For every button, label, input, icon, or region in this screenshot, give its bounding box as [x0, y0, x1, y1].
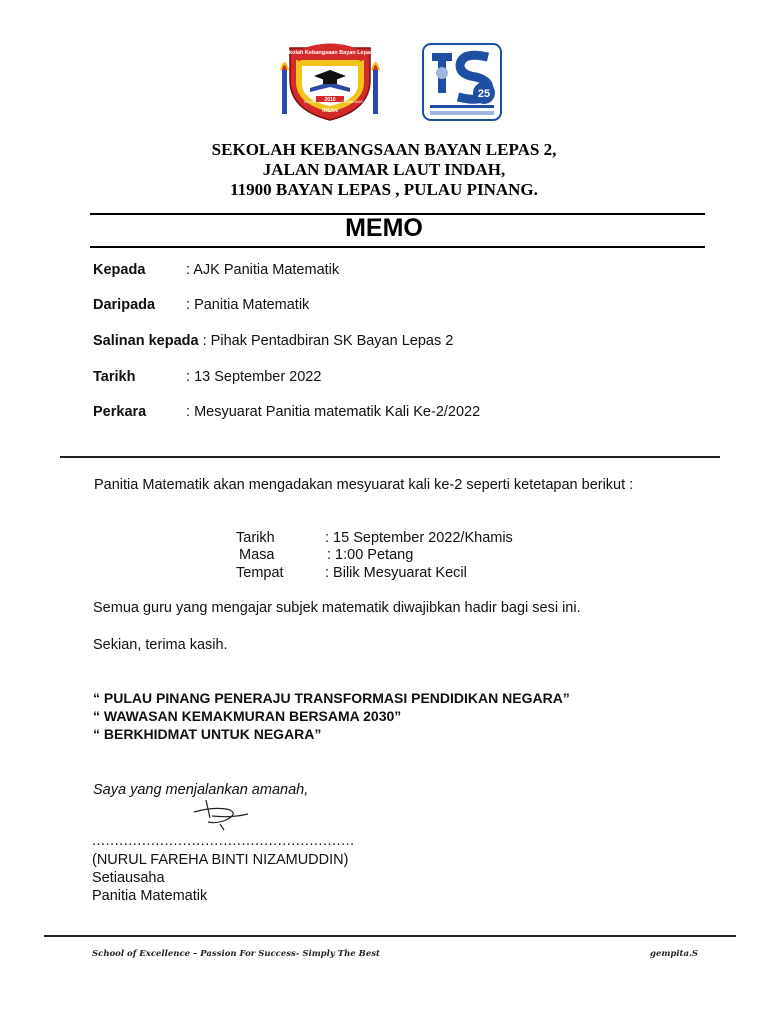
field-value: AJK Panitia Matematik	[193, 262, 340, 278]
field-label: Kepada	[93, 262, 146, 278]
field-label: Salinan kepada	[93, 333, 199, 349]
slogan-line: “ PULAU PINANG PENERAJU TRANSFORMASI PENDIDIKAN NEGARA”	[93, 690, 570, 706]
field-value: Pihak Pentadbiran SK Bayan Lepas 2	[210, 333, 454, 349]
attendance-note: Semua guru yang mengajar subjek matematik diwajibkan hadir bagi sesi ini.	[93, 600, 581, 616]
field-value: Panitia Matematik	[194, 297, 310, 313]
closing-line: Saya yang menjalankan amanah,	[93, 782, 309, 798]
school-street: JALAN DAMAR LAUT INDAH,	[262, 160, 506, 179]
signature-dots: ..........................................................	[92, 833, 355, 849]
detail-tempat-value: : Bilik Mesyuarat Kecil	[325, 565, 467, 581]
svg-text:INSAN: INSAN	[322, 108, 338, 114]
signature-image	[186, 796, 256, 832]
detail-masa-value: : 1:00 Petang	[327, 547, 414, 563]
ts-logo-number: 25	[477, 88, 491, 100]
field-kepada	[93, 261, 145, 279]
svg-text:GEMILANG: GEMILANG	[342, 99, 364, 104]
signatory-unit: Panitia Matematik	[92, 888, 208, 904]
footer-tagline: School of Excellence – Passion For Success- Simply The Best	[92, 949, 380, 959]
field-label: Tarikh	[93, 369, 136, 385]
memo-title: MEMO	[345, 214, 423, 242]
signatory-role: Setiausaha	[92, 870, 165, 886]
field-perkara	[93, 403, 146, 421]
signatory-name: (NURUL FAREHA BINTI NIZAMUDDIN)	[92, 852, 349, 868]
detail-tempat-label: Tempat	[236, 565, 284, 581]
svg-text:INSAN: INSAN	[304, 99, 317, 104]
field-salinan: Salinan kepada : Pihak Pentadbiran SK Bayan Lepas 2	[93, 333, 454, 349]
slogan-line: “ WAWASAN KEMAKMURAN BERSAMA 2030”	[93, 708, 402, 724]
svg-text:2010: 2010	[324, 97, 336, 103]
field-value: 13 September 2022	[194, 369, 322, 385]
detail-tarikh-label: Tarikh	[236, 530, 275, 546]
field-label: Perkara	[93, 404, 147, 420]
detail-tarikh-value: : 15 September 2022/Khamis	[325, 530, 513, 546]
thanks-line: Sekian, terima kasih.	[93, 637, 228, 653]
footer-divider	[44, 935, 736, 937]
fields-divider	[60, 456, 720, 458]
school-name: SEKOLAH KEBANGSAAN BAYAN LEPAS 2,	[211, 140, 557, 159]
field-label: Daripada	[93, 297, 156, 313]
logo-arc-text: Sekolah Kebangsaan Bayan Lepas 2	[282, 50, 378, 56]
memo-divider	[90, 246, 705, 248]
field-daripada	[93, 296, 155, 314]
field-value: Mesyuarat Panitia matematik Kali Ke-2/2022	[194, 404, 481, 420]
slogan-line: “ BERKHIDMAT UNTUK NEGARA”	[93, 726, 322, 742]
ts25-logo	[422, 43, 502, 121]
school-city: 11900 BAYAN LEPAS , PULAU PINANG.	[230, 180, 538, 199]
field-tarikh	[93, 368, 135, 386]
intro-paragraph: Panitia Matematik akan mengadakan mesyuarat kali ke-2 seperti ketetapan berikut :	[94, 477, 634, 493]
footer-code: gempita.S	[650, 949, 699, 959]
school-logo	[276, 40, 384, 122]
detail-masa-label: Masa	[239, 547, 275, 563]
